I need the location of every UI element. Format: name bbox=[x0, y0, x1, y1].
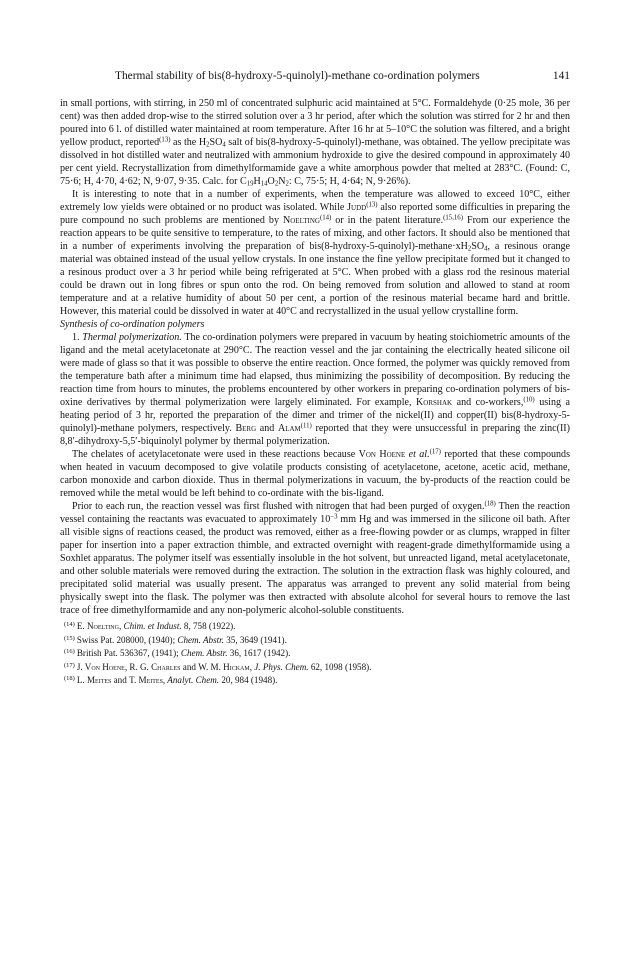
citation: (13) bbox=[366, 201, 378, 209]
reference-item: $^{(15)}$ Swiss Pat. 208000, (1940); Chem. Abstr. 35, 3649 (1941). bbox=[64, 634, 287, 645]
citation: (18) bbox=[484, 500, 496, 508]
citation: (10) bbox=[523, 396, 535, 404]
article-body bbox=[60, 97, 570, 687]
page-number: 141 bbox=[552, 70, 570, 82]
italic-run-in-heading: Thermal polymerization. bbox=[82, 332, 182, 343]
author-name: Korshak bbox=[416, 397, 453, 408]
running-title: Thermal stability of bis(8-hydroxy-5-quinolyl)-methane co-ordination polymers bbox=[115, 70, 480, 82]
reference-item: $^{(18)}$ L. Meites and T. Meites, Analyt. Chem. 20, 984 (1948). bbox=[64, 675, 278, 686]
reference-item: $^{(14)}$ E. Noelting, Chim. et Indust. 8, 758 (1922). bbox=[64, 621, 236, 631]
reference-item: $^{(16)}$ British Pat. 536367, (1941); Chem. Abstr. 36, 1617 (1942). bbox=[64, 648, 291, 659]
citation: (17) bbox=[429, 448, 441, 456]
reference-item: $^{(17)}$ J. Von Hoene, R. G. Charles and W. M. Hickam, J. Phys. Chem. 62, 1098 (1958). bbox=[64, 661, 372, 672]
author-name: Judd bbox=[347, 202, 367, 213]
paragraph-procedure: Prior to each run, the reaction vessel was first flushed with nitrogen that had been purged of oxygen.$^{(18)}$ Then the reaction vessel containing the reactants was evacuated to approximately $10^{-3}$ mm Hg and was immersed in the silicone oil bath. After all visible signs of reactions ceased, the product was removed, either as a free-flowing powder or as clumps, wrapped in filter paper for insertion into a paper extraction thimble, and extracted overnight with reagent-grade dimethylformamide using a Soxhlet apparatus. The polymer itself was essentially insoluble in the hot solvent, but unreacted ligand, metal acetylacetonate, and other soluble materials were removed during the extraction. The solution in the extraction flask was highly coloured, and precipitated solid material was usually present. The apparatus was arranged to prevent any solid material from being physically swept into the flask. The polymer was then extracted with absolute alcohol for several hours to remove the last trace of free dimethylformamide and any non-polymeric alcohol-soluble constituents. bbox=[60, 500, 570, 616]
citation: (13) bbox=[159, 136, 171, 144]
paragraph-acetylacetonate: The chelates of acetylacetonate were used in these reactions because Von Hoene et al.$^{(17)}$ reported that these compounds when heated in vacuum decomposed to give volatile products consisting of acetylacetone, acetone, acetic acid, methane, carbon monoxide and carbon dioxide. Thus in thermal polymerizations in vacuum, the by-products of the reaction could be removed while the metal would be left behind to co-ordinate with the bis-ligand. bbox=[60, 448, 570, 499]
footnote-references bbox=[60, 619, 570, 687]
author-name: Noelting bbox=[283, 215, 320, 226]
author-name: Alam bbox=[277, 423, 301, 434]
citation: (15,16) bbox=[443, 214, 463, 222]
paragraph-thermal-polymerization: 1. Thermal polymerization. The co-ordination polymers were prepared in vacuum by heating stoichiometric amounts of the ligand and the metal acetylacetonate at 290°C. The reaction vessel and the jar containing the electrically heated silicone oil were made of glass so that it was possible to observe the entire reaction. Once formed, the polymer was quickly removed from the temperature bath after a minimum time had elapsed, thus minimizing the possibility of decomposition. By reducing the reaction time from hours to minutes, the problems encountered by other workers in preparing co-ordination polymers of bis-oxine derivatives by thermal polymerization were largely eliminated. For example, Korshak and co-workers,$^{(10)}$ using a heating period of 3 hr, reported the preparation of the dimer and trimer of the nickel(II) and copper(II) bis(8-hydroxy-5-quinolyl)-methane polymers, respectively. Berg and Alam$^{(11)}$ reported that they were unsuccessful in preparing the zinc(II) 8,8′-dihydroxy-5,5′-biquinolyl polymer by thermal polymerization. bbox=[60, 332, 570, 447]
section-subheading: Synthesis of co-ordination polymers bbox=[60, 319, 205, 330]
citation: (14) bbox=[319, 214, 332, 222]
author-name: Von Hoene bbox=[358, 449, 406, 460]
citation: (11) bbox=[300, 422, 312, 430]
author-name: Berg bbox=[235, 423, 257, 434]
paragraph-temperature-sensitivity: It is interesting to note that in a number of experiments, when the temperature was allowed to exceed 10°C, either extremely low yields were obtained or no product was isolated. While Judd$^{(13)}$ also reported some difficulties in preparing the pure compound no such problems are mentioned by Noelting$^{(14)}$ or in the patent literature.$^{(15,16)}$ From our experience the reaction appears to be quite sensitive to temperature, to the rates of mixing, and other factors. It should also be mentioned that in a number of experiments involving the preparation of $bis(8-hydroxy-5-quinolyl)-methane\cdot xH_2SO_4$, a resinous orange material was obtained instead of the usual yellow crystals. In one instance the fine yellow precipitate formed but it changed to a resinous product over a 3 hr period while being refrigerated at 5°C. When probed with a glass rod the resinous material could be drawn out in long fibres or spun onto the rod. On being removed from solution and allowed to stand at room temperature and at a relative humidity of about 50 per cent, a portion of the resinous material became hard and brittle. However, this material could be dissolved in water at 40°C and recrystallized in the usual yellow crystalline form. bbox=[60, 189, 570, 317]
running-head bbox=[60, 70, 570, 86]
paragraph-continuation: in small portions, with stirring, in 250 ml of concentrated sulphuric acid maintained at 5°C. Formaldehyde (0·25 mole, 36 per cent) was then added drop-wise to the stirred solution over a 3 hr period, after which the solution was stirred for 2 hr and then poured into 6 l. of distilled water maintained at room temperature. After 16 hr at 5–10°C the solution was filtered, and a bright yellow product, reported$^{(13)}$ as the $H_2SO_4$ salt of bis(8-hydroxy-5-quinolyl)-methane, was obtained. The yellow precipitate was dissolved in hot distilled water and neutralized with ammonium hydroxide to give the desired compound in approximately 40 per cent yield. Recrystallization from dimethylformamide gave a white amorphous powder that melted at 283°C. (Found: C, 75·6; H, 4·70, 4·62; N, 9·07, 9·35. Calc. for $C_{19}H_{14}O_2N_2$: C, 75·5; H, 4·64; N, 9·26%). bbox=[60, 98, 571, 188]
